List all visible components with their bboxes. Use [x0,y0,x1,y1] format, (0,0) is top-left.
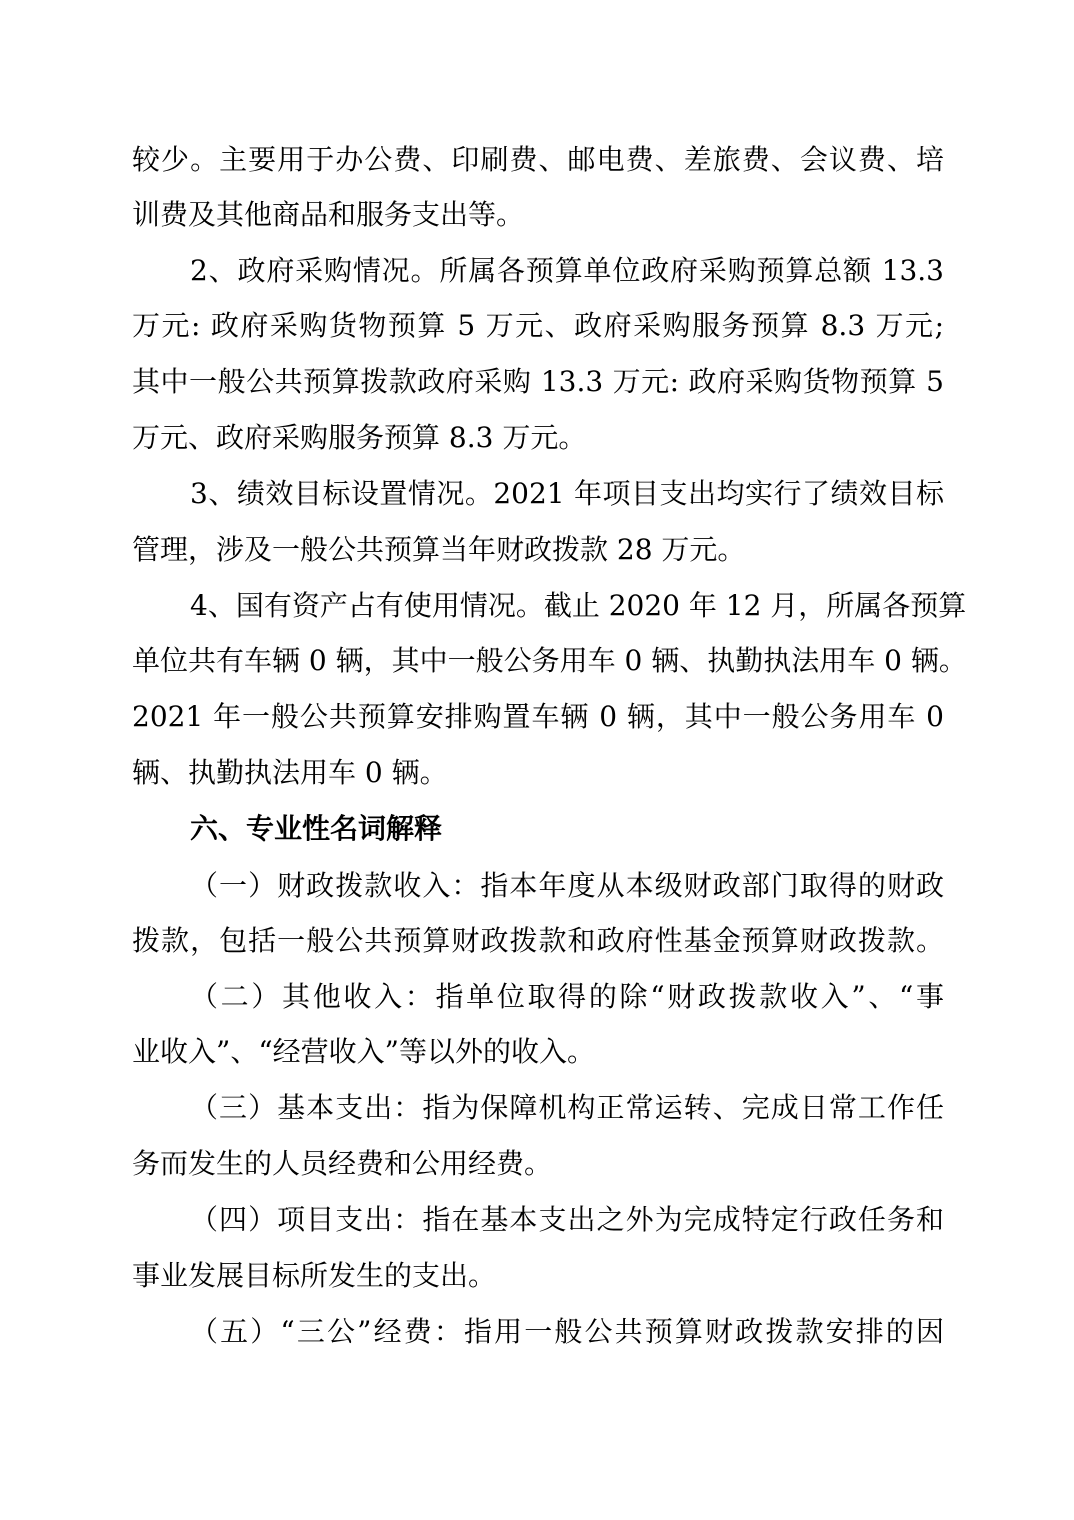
text-line: 2、政府采购情况。所属各预算单位政府采购预算总额 13.3 [190,254,944,287]
text-line: （四）项目支出：指在基本支出之外为完成特定行政任务和 [190,1203,944,1236]
text-line: 较少。主要用于办公费、印刷费、邮电费、差旅费、会议费、培 [132,143,944,176]
text-line: 2021 年一般公共预算安排购置车辆 0 辆，其中一般公务用车 0 [132,700,944,733]
text-line: （一）财政拨款收入：指本年度从本级财政部门取得的财政 [190,869,944,902]
text-line: 务而发生的人员经费和公用经费。 [132,1147,553,1180]
text-line: 万元、政府采购服务预算 8.3 万元。 [132,421,587,454]
text-line: 事业发展目标所发生的支出。 [132,1259,497,1292]
text-line: 3、绩效目标设置情况。2021 年项目支出均实行了绩效目标 [190,477,944,510]
text-line: 业收入”、“经营收入”等以外的收入。 [132,1035,595,1068]
text-line: 4、国有资产占有使用情况。截止 2020 年 12 月，所属各预算 [190,589,967,622]
text-line: 万元: 政府采购货物预算 5 万元、政府采购服务预算 8.3 万元; [132,309,944,342]
text-line: 训费及其他商品和服务支出等。 [132,198,525,231]
text-line: 单位共有车辆 0 辆，其中一般公务用车 0 辆、执勤执法用车 0 辆。 [132,644,967,677]
text-line: （三）基本支出：指为保障机构正常运转、完成日常工作任 [190,1091,944,1124]
text-line: 管理，涉及一般公共预算当年财政拨款 28 万元。 [132,533,746,566]
text-line: 辆、执勤执法用车 0 辆。 [132,756,448,789]
section-heading: 六、专业性名词解释 [190,812,443,845]
text-line: （五）“三公”经费：指用一般公共预算财政拨款安排的因 [190,1315,944,1348]
text-line: 其中一般公共预算拨款政府采购 13.3 万元: 政府采购货物预算 5 [132,365,944,398]
text-line: （二）其他收入：指单位取得的除“财政拨款收入”、“事 [190,980,944,1013]
text-line: 拨款，包括一般公共预算财政拨款和政府性基金预算财政拨款。 [132,924,944,957]
